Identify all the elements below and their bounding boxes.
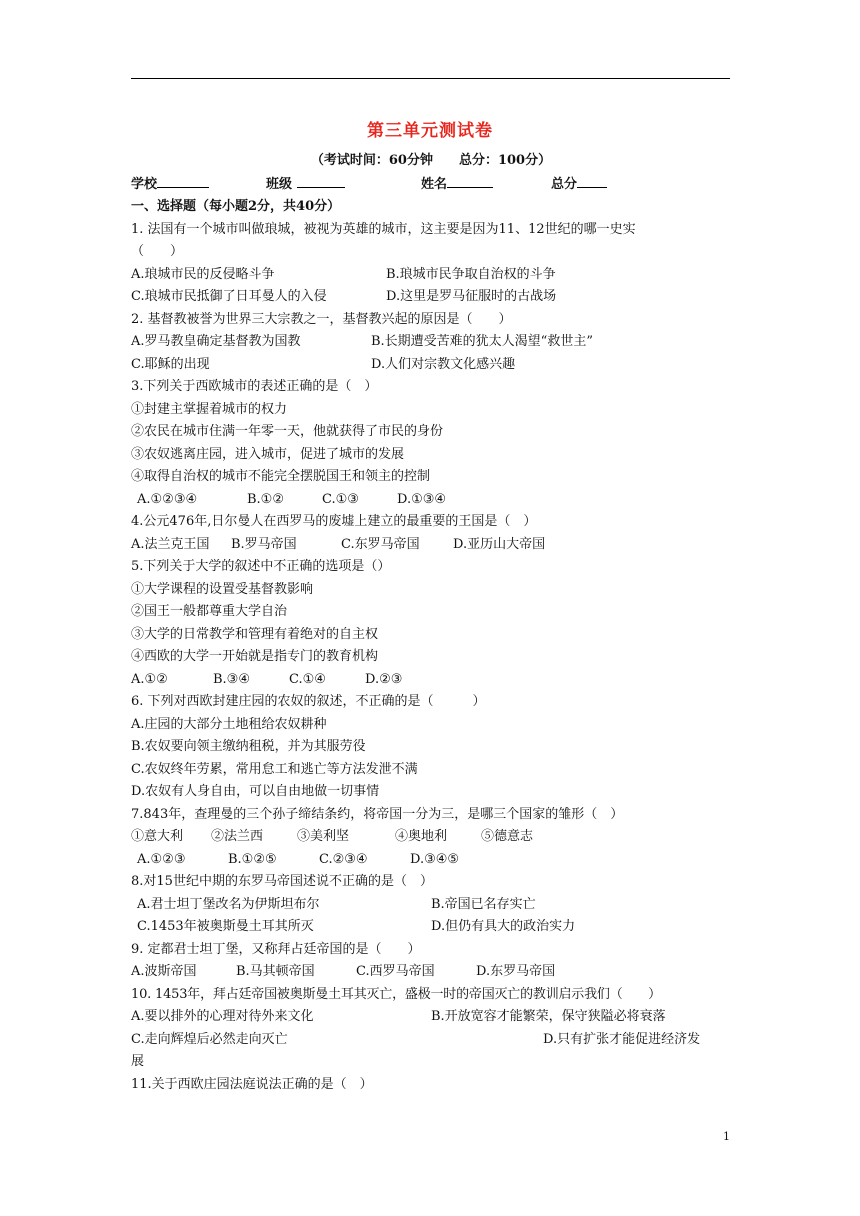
exam-info: （考试时间：60分钟 总分：100分） <box>310 153 552 168</box>
option-d[interactable]: D.农奴有人身自由，可以自由地做一切事情 <box>131 784 380 799</box>
field-class-blank[interactable] <box>297 173 345 188</box>
section-heading: 一、选择题（每小题2分，共40分） <box>131 199 341 214</box>
option-row <box>131 894 731 917</box>
option-c[interactable]: C.农奴终年劳累，常用怠工和逃亡等方法发泄不满 <box>131 761 418 777</box>
option-b[interactable]: B.马其顿帝国 <box>236 964 315 979</box>
question-stem: 6. 下列对西欧封建庄园的农奴的叙述，不正确的是（ ） <box>131 694 486 709</box>
question-stem: 1. 法国有一个城市叫做琅城，被视为英雄的城市，这主要是因为11、12世纪的哪一史实 <box>131 221 636 237</box>
statement: ②国王一般都尊重大学自治 <box>131 604 288 619</box>
field-name-blank[interactable] <box>447 173 493 188</box>
option-a[interactable]: A.①②③④ <box>137 491 198 507</box>
option-b[interactable]: B.①②⑤ <box>228 851 277 867</box>
option-c[interactable]: C.耶稣的出现 <box>131 356 210 372</box>
option-row <box>131 1006 731 1029</box>
question-stem: 5.下列关于大学的叙述中不正确的选项是（） <box>131 559 391 574</box>
option-row <box>131 331 731 354</box>
option-c[interactable]: C.西罗马帝国 <box>356 964 435 979</box>
statement: ④奥地利 <box>395 829 448 844</box>
option-row <box>131 916 731 939</box>
option-row <box>131 849 731 872</box>
option-a[interactable]: A.罗马教皇确定基督教为国教 <box>131 334 301 349</box>
statement: ②农民在城市住满一年零一天，他就获得了市民的身份 <box>131 424 444 439</box>
statement-row <box>131 826 731 849</box>
option-c[interactable]: C.走向辉煌后必然走向灭亡 <box>131 1031 288 1047</box>
option-row <box>131 534 731 557</box>
option-row <box>131 354 731 377</box>
statement: ①大学课程的设置受基督教影响 <box>131 581 314 597</box>
option-c[interactable]: C.②③④ <box>319 851 368 867</box>
option-a[interactable]: A.①②③ <box>137 851 186 867</box>
option-d-wrap: 展 <box>131 1054 145 1069</box>
question-stem-cont: （ ） <box>131 244 184 259</box>
page-title: 第三单元测试卷 <box>367 121 493 141</box>
question-stem: 9. 定都君士坦丁堡，又称拜占廷帝国的是（ ） <box>131 941 421 957</box>
option-c[interactable]: C.琅城市民抵御了日耳曼人的入侵 <box>131 289 327 304</box>
field-score-blank[interactable] <box>577 173 607 188</box>
statement: ③大学的日常教学和管理有着绝对的自主权 <box>131 626 379 642</box>
statement: ②法兰西 <box>211 829 264 844</box>
option-c[interactable]: C.①③ <box>322 491 359 507</box>
option-d[interactable]: D.人们对宗教文化感兴趣 <box>371 356 516 372</box>
field-class-label: 班级 <box>266 176 293 192</box>
option-b[interactable]: B.琅城市民争取自治权的斗争 <box>386 266 556 282</box>
option-row <box>131 1029 731 1052</box>
option-c[interactable]: C.东罗马帝国 <box>341 536 420 552</box>
statement: ④西欧的大学一开始就是指专门的教育机构 <box>131 649 379 664</box>
option-d[interactable]: D.只有扩张才能促进经济发 <box>543 1031 701 1047</box>
option-b[interactable]: B.长期遭受苦难的犹太人渴望“救世主” <box>371 334 593 349</box>
header-fields <box>131 173 731 197</box>
option-row <box>131 669 731 692</box>
option-row <box>131 961 731 984</box>
option-a[interactable]: A.庄园的大部分土地租给农奴耕种 <box>131 716 327 732</box>
option-a[interactable]: A.琅城市民的反侵略斗争 <box>131 266 275 282</box>
option-a[interactable]: A.法兰克王国 <box>131 536 210 552</box>
question-stem: 8.对15世纪中期的东罗马帝国述说不正确的是（ ） <box>131 874 433 889</box>
option-d[interactable]: D.这里是罗马征服时的古战场 <box>386 289 557 304</box>
option-c[interactable]: C.①④ <box>289 671 326 687</box>
option-row <box>131 264 731 287</box>
option-d[interactable]: D.③④⑤ <box>410 851 460 867</box>
header-rule <box>131 78 730 79</box>
question-stem: 2. 基督教被誉为世界三大宗教之一，基督教兴起的原因是（ ） <box>131 311 512 327</box>
option-d[interactable]: D.但仍有具大的政治实力 <box>431 919 576 934</box>
option-d[interactable]: D.东罗马帝国 <box>476 964 556 979</box>
question-stem: 3.下列关于西欧城市的表述正确的是（ ） <box>131 379 378 394</box>
option-a[interactable]: A.波斯帝国 <box>131 964 197 979</box>
statement: ①封建主掌握着城市的权力 <box>131 401 288 417</box>
statement: ④取得自治权的城市不能完全摆脱国王和领主的控制 <box>131 469 431 484</box>
field-score-label: 总分 <box>551 176 578 192</box>
option-row <box>131 286 731 309</box>
option-d[interactable]: D.亚历山大帝国 <box>453 536 546 552</box>
question-stem: 7.843年，查理曼的三个孙子缔结条约，将帝国一分为三，是哪三个国家的雏形（ ） <box>131 806 624 822</box>
statement: ③美利坚 <box>297 829 350 844</box>
field-name-label: 姓名 <box>421 176 448 192</box>
question-stem: 11.关于西欧庄园法庭说法正确的是（ ） <box>131 1076 373 1092</box>
option-c[interactable]: C.1453年被奥斯曼土耳其所灭 <box>137 919 314 934</box>
field-school-blank[interactable] <box>157 173 209 188</box>
option-b[interactable]: B.罗马帝国 <box>231 536 297 552</box>
option-a[interactable]: A.①② <box>131 671 168 687</box>
question-stem: 10. 1453年，拜占廷帝国被奥斯曼土耳其灭亡，盛极一时的帝国灭亡的教训启示我们（ ） <box>131 986 661 1002</box>
question-stem: 4.公元476年,日尔曼人在西罗马的废墟上建立的最重要的王国是（ ） <box>131 514 537 529</box>
option-d[interactable]: D.①③④ <box>397 491 447 507</box>
statement: ⑤德意志 <box>481 829 534 844</box>
option-b[interactable]: B.开放宽容才能繁荣，保守狭隘必将衰落 <box>431 1009 666 1024</box>
statement: ①意大利 <box>131 829 184 844</box>
option-a[interactable]: A.君士坦丁堡改名为伊斯坦布尔 <box>137 896 320 912</box>
option-b[interactable]: B.①② <box>247 491 284 507</box>
option-b[interactable]: B.帝国已名存实亡 <box>431 896 536 912</box>
option-a[interactable]: A.要以排外的心理对待外来文化 <box>131 1009 314 1024</box>
option-b[interactable]: B.③④ <box>213 671 250 687</box>
option-row <box>131 489 731 512</box>
statement: ③农奴逃离庄园，进入城市，促进了城市的发展 <box>131 446 405 462</box>
field-school-label: 学校 <box>131 176 158 192</box>
option-d[interactable]: D.②③ <box>365 671 403 687</box>
page-number: 1 <box>723 1130 730 1143</box>
option-b[interactable]: B.农奴要向领主缴纳租税，并为其服劳役 <box>131 739 366 754</box>
exam-body <box>131 150 731 1096</box>
